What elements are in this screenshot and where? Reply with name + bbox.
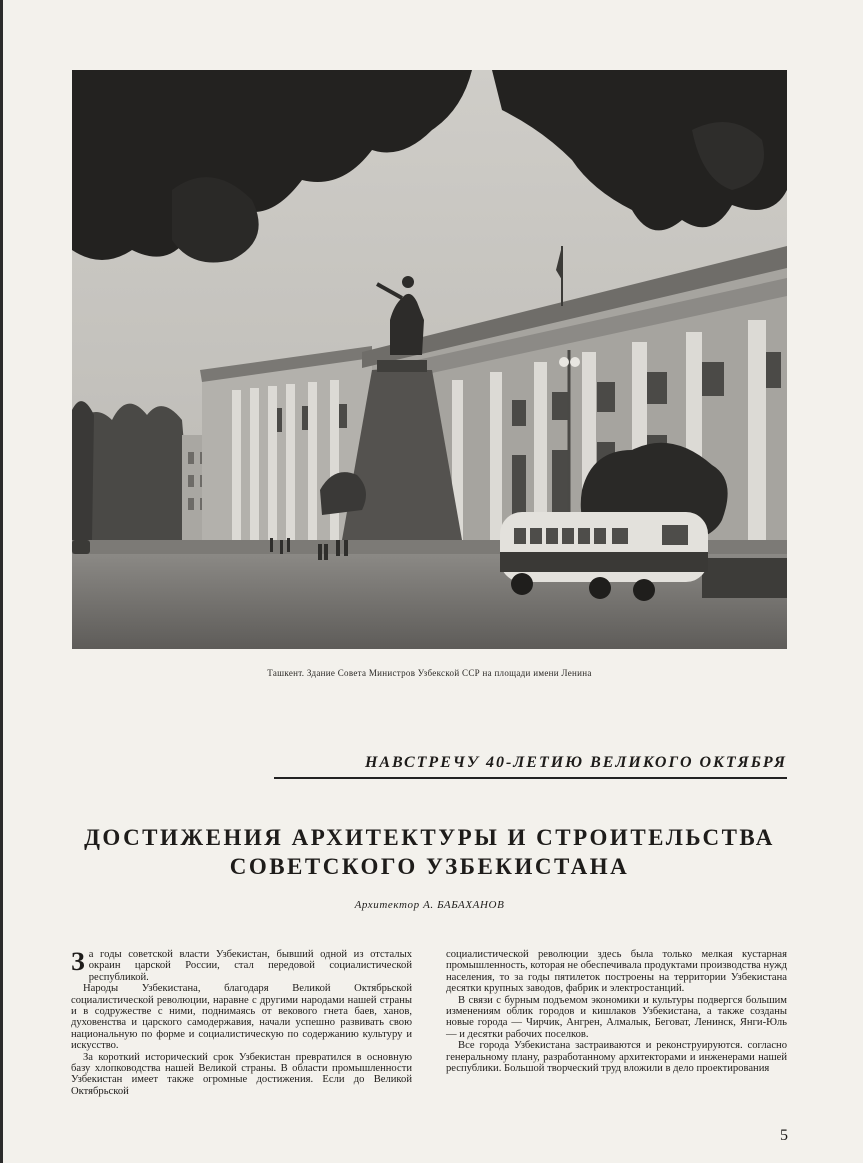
page-edge [0,0,3,1163]
article-title [72,823,787,881]
page-number: 5 [780,1127,788,1144]
paragraph: За короткий исторический срок Узбекистан превратился в основную базу хлопководства нашей Великой страны. В области промышленности Узбекистан имеет также огромные достижения. Если до Великой Октябрьской [71,1051,412,1097]
photo-caption: Ташкент. Здание Совета Министров Узбекской ССР на площади имени Ленина [267,668,592,678]
building-photograph [72,70,787,649]
rubric-heading: НАВСТРЕЧУ 40-ЛЕТИЮ ВЕЛИКОГО ОКТЯБРЯ [274,752,787,779]
paragraph: Народы Узбекистана, благодаря Великой Октябрьской социалистической революции, наравне с другими народами нашей страны и в содружестве с ними, поднимаясь от векового гнета баев, ханов, духовенства и царского самодержавия, начали успешно развивать свою национальную по форме и социалистическую по содержанию культуру и искусство. [71,983,412,1052]
paragraph [71,949,412,983]
paragraph: В связи с бурным подъемом экономики и культуры подвергся большим изменениям облик городов и кишлаков Узбекистана, а также созданы новые города — Чирчик, Ангрен, Алмалык, Беговат, Ленинск, Янги-Юль — и десятки рабочих поселков. [446,994,787,1040]
paragraph-text: а годы советской власти Узбекистан, бывший одной из отсталых окраин царской России, стал передовой социалистической республикой. [88,949,412,983]
article-title-line-1: ДОСТИЖЕНИЯ АРХИТЕКТУРЫ И СТРОИТЕЛЬСТВА [84,825,775,850]
drop-cap: З [71,947,85,976]
text-column-right [446,949,787,1074]
article-author: Архитектор А. БАБАХАНОВ [354,899,505,911]
text-column-left [71,949,412,1097]
article-title-line-2: СОВЕТСКОГО УЗБЕКИСТАНА [229,854,630,879]
paragraph: Все города Узбекистана застраиваются и реконструируются. согласно генеральному плану, разработанному архитекторами и инженерами нашей республики. Большой творческий труд вложили в дело проектирования [446,1040,787,1075]
paragraph: социалистической революции здесь была только мелкая кустарная промышленность, которая не обеспечивала продуктами производства нужд населения, то за годы пятилеток построены на территории Узбекистана десятки крупных заводов, фабрик и электростанций. [446,949,787,995]
